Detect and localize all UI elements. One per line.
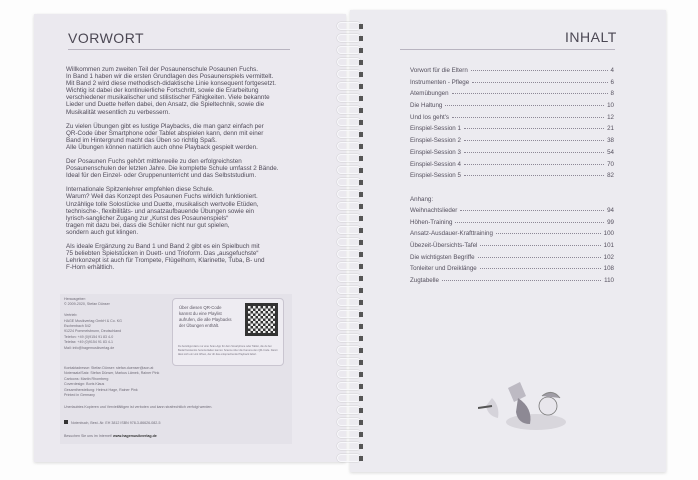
toc-entry-page: 10: [607, 102, 614, 110]
toc-entry-page: 21: [607, 125, 614, 133]
spiral-coil: [337, 70, 361, 78]
credits: Kontaktadresse: Stefan Dünser: stefan.duenser@aon.at Notensatz/Satz: Stefan Dünser, Markus Lämek, Rainer Pink Cartoons: Martin Rhomberg Coverdesign: Boris Klaus Gesamtherstellung: Helmut Hage, Rainer Pink Printed in Germany: [64, 366, 160, 398]
toc-leader-dots: [464, 152, 604, 153]
toc-entry[interactable]: [410, 172, 614, 184]
toc-entry-label: Und los geht's: [410, 113, 450, 121]
website-link[interactable]: www.hagemusikverlag.de: [112, 434, 157, 438]
spiral-coil: [337, 406, 361, 414]
spiral-coil: [337, 454, 361, 462]
website-prefix: Besuchen Sie uns im Internet!: [64, 434, 112, 438]
spiral-coil: [337, 286, 361, 294]
spiral-coil: [337, 298, 361, 306]
toc-leader-dots: [445, 105, 604, 106]
toc-entry[interactable]: [410, 254, 614, 266]
spiral-coil: [337, 118, 361, 126]
toc-entry-label: Einspiel-Session 3: [410, 148, 461, 156]
toc-entry-label: Vorwort für die Eltern: [410, 67, 468, 74]
toc-entry[interactable]: [410, 230, 614, 242]
vorwort-title: VORWORT: [68, 30, 145, 46]
toc-entry[interactable]: [410, 161, 614, 173]
spiral-coil: [337, 334, 361, 342]
toc-leader-dots: [472, 82, 607, 83]
spiral-coil: [337, 442, 361, 450]
toc-entry[interactable]: [410, 137, 614, 149]
toc-entry[interactable]: [410, 242, 614, 254]
toc-leader-dots: [460, 210, 604, 211]
toc-entry[interactable]: [410, 90, 614, 102]
spiral-coil: [337, 238, 361, 246]
toc-entry[interactable]: [410, 207, 614, 219]
spiral-coil: [337, 310, 361, 318]
toc-entry-label: Zugtabelle: [410, 277, 439, 285]
spiral-coil: [337, 46, 361, 54]
publisher-info: Herausgeber: © 2009-2020, Stefan Dünser Vertrieb: HAGE Musikverlag GmbH & Co. KG Eschenbach 542 91224 Pommelsbrunn, Deutschland Telefon: +49 (0)9154 91 83 4-0 Telefax: +49 (0)9154 91 83 4-1 Mail: info@hagemusikverlag.de: [64, 297, 122, 350]
spiral-coil: [337, 346, 361, 354]
spiral-binding: [337, 22, 363, 467]
vorwort-paragraph: Internationale Spitzenlehrer empfehlen diese Schule. Warum? Weil das Konzept des Posaunen Fuchs wirklich funktioniert. Unzählige tolle Solostücke und Duette, musikalisch wertvolle Etüden, technische-, flexibilitäts- und ansatzaufbauende Übungen sowie ein lyrisch-sanglicher Zugang zur „Kunst des Posaunenspiels“ tragen mit dazu bei, dass die Schüler nicht nur gut spielen, sondern auch gut klingen.: [66, 186, 259, 236]
spiral-coil: [337, 190, 361, 198]
toc-leader-dots: [478, 257, 601, 258]
toc-entry-page: 70: [607, 160, 614, 168]
toc-entry-page: 94: [607, 207, 614, 214]
toc-leader-dots: [464, 164, 604, 165]
toc-leader-dots: [442, 280, 601, 281]
toc-entry-label: Instrumenten - Pflege: [410, 78, 470, 86]
fox-trombone-illustration: [478, 378, 568, 438]
spiral-coil: [337, 130, 361, 138]
spiral-coil: [337, 214, 361, 222]
spiral-coil: [337, 94, 361, 102]
appendix-label: Anhang:: [410, 196, 434, 203]
toc-entry-page: 12: [607, 113, 614, 121]
toc-entry[interactable]: [410, 277, 614, 289]
toc-entry-label: Einspiel-Session 1: [410, 125, 461, 133]
toc-leader-dots: [464, 175, 604, 176]
toc-leader-dots: [480, 268, 601, 269]
spiral-coil: [337, 250, 361, 258]
toc-leader-dots: [471, 70, 608, 71]
spiral-coil: [337, 262, 361, 270]
vorwort-body: [66, 66, 326, 278]
toc-entry[interactable]: [410, 79, 614, 91]
toc-leader-dots: [452, 117, 604, 118]
toc-entry-label: Die Haltung: [410, 102, 443, 110]
inhalt-title: INHALT: [565, 29, 617, 45]
spiral-coil: [337, 178, 361, 186]
toc-entry-label: Einspiel-Session 2: [410, 137, 461, 145]
toc-entry-page: 102: [603, 253, 614, 261]
toc-entry-page: 110: [604, 277, 614, 285]
order-number-text: Notenbuch, Best.-Nr. EH 3812 ISBN 978-3-86626-082-5: [71, 421, 161, 425]
spiral-coil: [337, 226, 361, 234]
qr-text: Über diesen QR-Code kannst du eine Playlist aufrufen, die alle Playbacks der Übungen enthält.: [179, 305, 232, 328]
toc-entry-page: 54: [607, 148, 614, 156]
toc-entry-page: 108: [603, 265, 614, 273]
title-rule: [68, 49, 290, 50]
copyright-note: Unerlaubtes Kopieren und Vervielfältigen ist verboten und kann strafrechtlich verfolgt werden.: [64, 405, 213, 409]
toc-entry-label: Einspiel-Session 4: [410, 160, 461, 168]
toc-entry-page: 99: [607, 218, 614, 226]
spiral-coil: [337, 166, 361, 174]
order-number: [64, 420, 161, 426]
toc-leader-dots: [464, 128, 604, 129]
qr-code-box: [172, 298, 284, 366]
toc-entry[interactable]: [410, 265, 614, 277]
toc-entry-page: 38: [607, 137, 614, 145]
toc-entry[interactable]: [410, 125, 614, 137]
toc-entry-label: Einspiel-Session 5: [410, 172, 461, 180]
spiral-coil: [337, 430, 361, 438]
toc-entry-page: 100: [603, 230, 614, 238]
appendix-list: [410, 207, 614, 289]
toc-entry-label: Übezeit-Übersichts-Tafel: [410, 242, 478, 250]
website-line: [64, 434, 157, 439]
spiral-coil: [337, 82, 361, 90]
toc-leader-dots: [480, 245, 600, 246]
toc-entry[interactable]: [410, 102, 614, 114]
spiral-coil: [337, 382, 361, 390]
spiral-coil: [337, 58, 361, 66]
toc-entry[interactable]: [410, 149, 614, 161]
toc-entry[interactable]: [410, 219, 614, 231]
toc-entry[interactable]: [410, 114, 614, 126]
toc-leader-dots: [455, 222, 604, 223]
toc-entry-page: 101: [603, 242, 614, 250]
spiral-coil: [337, 22, 361, 30]
spiral-coil: [337, 142, 361, 150]
toc-entry-label: Weihnachtslieder: [410, 207, 458, 214]
vorwort-paragraph: Als ideale Ergänzung zu Band 1 und Band 2 gibt es ein Spielbuch mit 75 beliebten Spielstücken in Duett- und Trioform. Das „ausgefuchste“ Lehrkonzept ist auch für Trompete, Flügelhorn, Klarinette, Tuba, B- und F-Horn erhältlich.: [66, 242, 265, 272]
spiral-coil: [337, 418, 361, 426]
spiral-coil: [337, 394, 361, 402]
spiral-coil: [337, 274, 361, 282]
spiral-coil: [337, 34, 361, 42]
spiral-coil: [337, 358, 361, 366]
toc-leader-dots: [452, 93, 608, 94]
toc-entry-label: Die wichtigsten Begriffe: [410, 253, 475, 261]
toc-leader-dots: [496, 233, 601, 234]
toc-entry-label: Höhen-Training: [410, 218, 453, 226]
qr-code-icon[interactable]: [245, 303, 278, 336]
spiral-coil: [337, 154, 361, 162]
spiral-coil: [337, 202, 361, 210]
toc-entry-label: Ansatz-Ausdauer-Krafttraining: [410, 230, 493, 238]
toc-entry-label: Atemübungen: [410, 90, 449, 98]
vorwort-paragraph: Der Posaunen Fuchs gehört mittlerweile zu den erfolgreichsten Posaunenschulen der letzten Jahre. Die komplette Schule umfasst 2 Bände. Ideal für den Einzel- oder Gruppenunterricht und das Selbststudium.: [66, 158, 279, 180]
spiral-coil: [337, 106, 361, 114]
toc-entry-page: 4: [610, 67, 614, 74]
toc-entry-page: 82: [607, 172, 614, 180]
spiral-coil: [337, 370, 361, 378]
vorwort-paragraph: Zu vielen Übungen gibt es lustige Playbacks, die man ganz einfach per QR-Code über Smartphone oder Tablet abspielen kann, denn mit einer Band im Hintergrund macht das Üben so richtig Spaß. Alle Übungen können natürlich auch ohne Playback gespielt werden.: [66, 122, 264, 151]
toc-leader-dots: [464, 140, 604, 141]
toc-entry-page: 8: [610, 90, 614, 98]
toc-list: [410, 67, 614, 184]
toc-entry-page: 6: [610, 78, 614, 86]
qr-small-text: Du benötigst dazu nur eine Scan-App für dein Smartphone oder Tablet, die du bei Bedarf kostenlos herunterladen kannst. Scanne über die Kamera den QR-Code. Damit lässt sich ein Link öffnen, der dir das entsprechende Playback liefert.: [178, 345, 278, 356]
toc-entry[interactable]: [410, 67, 614, 79]
vorwort-paragraph: Willkommen zum zweiten Teil der Posaunenschule Posaunen Fuchs. In Band 1 haben wir die ersten Grundlagen des Posaunenspiels vermittelt. Mit Band 2 wird diese methodisch-didaktische Linie konsequent fortgesetzt. Wichtig ist dabei der kontinuierliche Fortschritt, sowie die Erarbeitung verschiedener musikalischer und stilistischer Fähigkeiten. Viele bekannte Lieder und Duette helfen dabei, den Ansatz, die Spieltechnik, sowie die Musikalität wesentlich zu verbessern.: [66, 66, 277, 116]
toc-entry-label: Tonleiter und Dreiklänge: [410, 265, 477, 273]
inhalt-rule: [400, 49, 615, 50]
spiral-coil: [337, 322, 361, 330]
